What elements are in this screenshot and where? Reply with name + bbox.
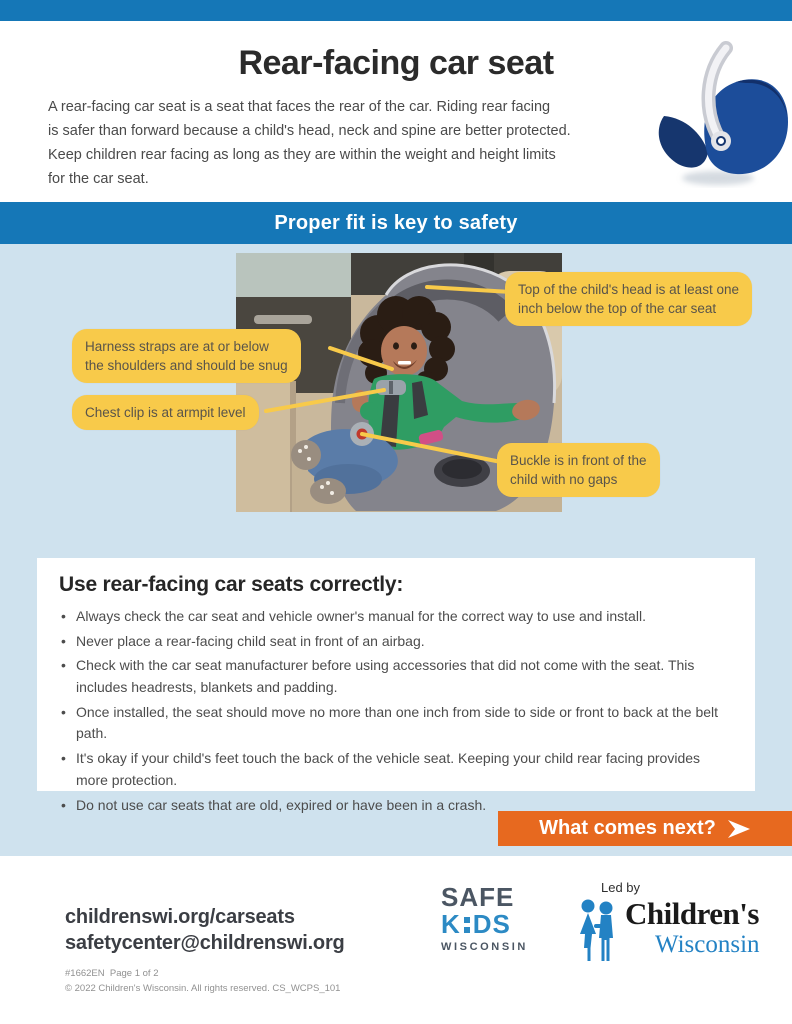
intro-line: is safer than forward because a child's head, neck and spine are better protected. xyxy=(48,122,571,139)
list-item: • Once installed, the seat should move no more than one inch from side to side or front to back at the belt path. xyxy=(59,702,733,745)
callout-line: inch below the top of the car seat xyxy=(518,301,717,317)
fit-banner-label: Proper fit is key to safety xyxy=(274,211,518,234)
top-border-bar xyxy=(0,0,792,21)
page-title: Rear-facing car seat xyxy=(238,44,554,82)
copyright-line: © 2022 Children's Wisconsin. All rights reserved. CS_WCPS_101 xyxy=(65,982,341,994)
callout-line: Harness straps are at or below xyxy=(85,339,269,354)
correct-use-card xyxy=(37,558,755,813)
safe-kids-letters-ds: DS xyxy=(472,908,511,939)
callout-line: child with no gaps xyxy=(510,472,618,488)
callout-line: Chest clip is at armpit level xyxy=(85,405,246,420)
what-comes-next-banner xyxy=(498,811,792,846)
correct-use-list xyxy=(59,606,733,816)
callout-line: the shoulders and should be snug xyxy=(85,358,288,374)
doc-code: #1662EN Page 1 of 2 xyxy=(65,968,159,979)
callout-line: Buckle is in front of the xyxy=(510,453,647,468)
car-seat-butterfly-logo-icon xyxy=(650,38,792,188)
intro-line: A rear-facing car seat is a seat that faces the rear of the car. Riding rear facing xyxy=(48,99,551,115)
callout-line: Top of the child's head is at least one xyxy=(518,282,739,297)
next-banner-label: What comes next? xyxy=(539,817,716,839)
intro-line: for the car seat. xyxy=(48,170,149,187)
arrow-right-icon xyxy=(727,817,751,841)
callout-harness-straps xyxy=(72,329,301,383)
kids-i-dots-icon xyxy=(464,917,470,933)
list-item: • Always check the car seat and vehicle owner's manual for the correct way to use and install. xyxy=(59,606,733,628)
list-item: • Do not use car seats that are old, expired or have been in a crash. xyxy=(59,795,733,817)
email-link[interactable]: safetycenter@childrenswi.org xyxy=(65,932,345,955)
website-link[interactable]: childrenswi.org/carseats xyxy=(65,906,295,928)
safe-kids-word-kids xyxy=(441,908,528,939)
callout-buckle xyxy=(497,443,660,497)
list-item: • Never place a rear-facing child seat in front of an airbag. xyxy=(59,631,733,653)
list-item: • It's okay if your child's feet touch the back of the vehicle seat. Keeping your child rear facing provides more protection. xyxy=(59,748,733,791)
callout-head-position xyxy=(505,272,752,326)
fine-print xyxy=(65,967,340,996)
safe-kids-letter-k: K xyxy=(441,908,461,939)
contact-links xyxy=(65,904,345,957)
callout-chest-clip xyxy=(72,395,259,430)
wisconsin-wordmark: Wisconsin xyxy=(655,930,760,958)
fit-banner xyxy=(0,202,792,244)
safe-kids-word-safe: SAFE xyxy=(441,882,515,912)
childrens-wordmark: Children's xyxy=(625,896,759,931)
children-silhouettes-icon xyxy=(577,898,619,964)
intro-line: Keep children rear facing as long as they are within the weight and height limits xyxy=(48,146,556,163)
list-item: • Check with the car seat manufacturer before using accessories that did not come with the seat. This includes headrests, blankets and padding. xyxy=(59,655,733,698)
correct-use-heading: Use rear-facing car seats correctly: xyxy=(59,573,404,596)
led-by-label: Led by xyxy=(601,880,641,895)
safe-kids-region: WISCONSIN xyxy=(441,941,528,954)
safe-kids-logo xyxy=(441,884,528,953)
intro-paragraph xyxy=(48,96,571,192)
childrens-wisconsin-logo xyxy=(577,880,760,964)
